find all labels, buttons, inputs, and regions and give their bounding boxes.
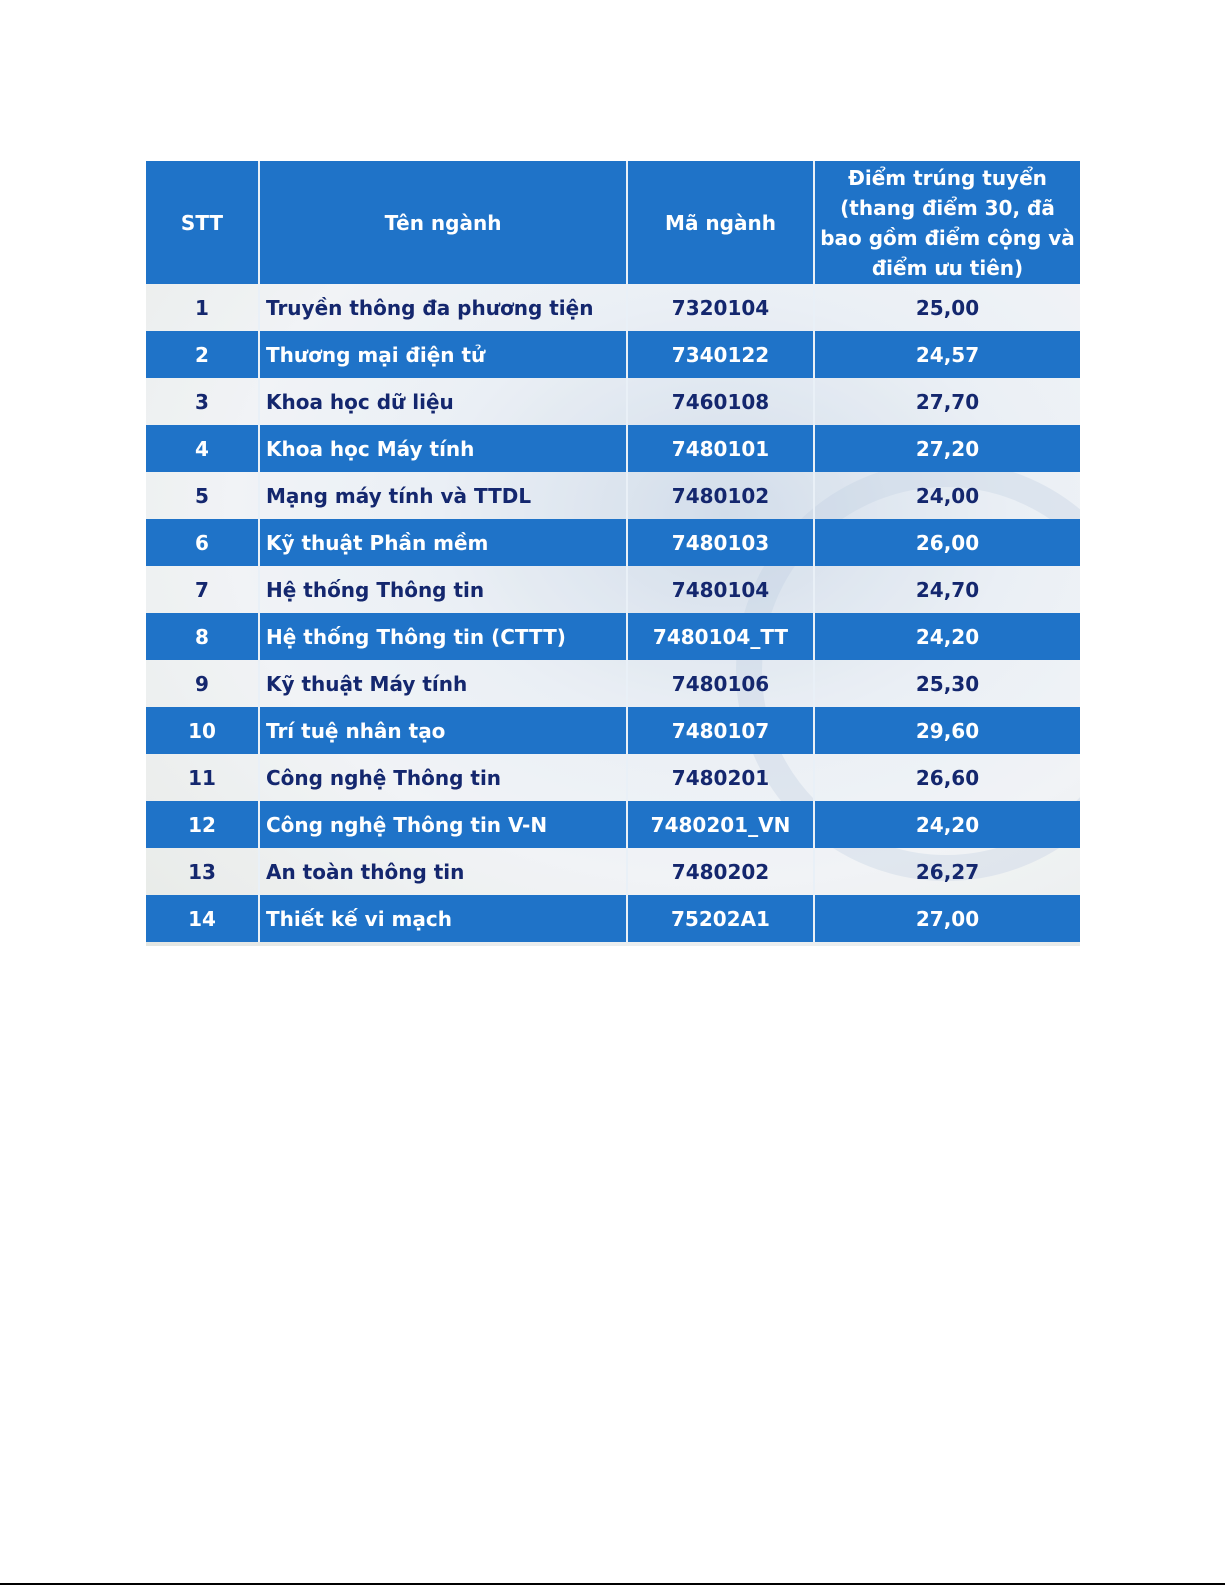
table-row	[146, 566, 1080, 613]
row-major-code: 7480104_TT	[627, 613, 814, 660]
row-stt: 7	[146, 566, 259, 613]
row-major-name: Truyền thông đa phương tiện	[259, 284, 627, 331]
row-major-code: 7460108	[627, 378, 814, 425]
table-header-row	[146, 161, 1080, 284]
row-stt: 14	[146, 895, 259, 942]
row-admission-score: 27,70	[814, 378, 1080, 425]
table-row	[146, 425, 1080, 472]
header-admission-score: Điểm trúng tuyển (thang điểm 30, đã bao gồm điểm cộng và điểm ưu tiên)	[814, 161, 1080, 284]
row-major-name: Hệ thống Thông tin (CTTT)	[259, 613, 627, 660]
row-stt: 9	[146, 660, 259, 707]
row-major-name: Hệ thống Thông tin	[259, 566, 627, 613]
row-major-code: 7480201	[627, 754, 814, 801]
row-stt: 6	[146, 519, 259, 566]
row-major-name: Kỹ thuật Máy tính	[259, 660, 627, 707]
row-stt: 5	[146, 472, 259, 519]
row-major-name: Khoa học Máy tính	[259, 425, 627, 472]
table-row	[146, 754, 1080, 801]
table-row	[146, 472, 1080, 519]
row-stt: 4	[146, 425, 259, 472]
row-major-name: Thiết kế vi mạch	[259, 895, 627, 942]
row-major-code: 7340122	[627, 331, 814, 378]
row-major-name: Trí tuệ nhân tạo	[259, 707, 627, 754]
admission-score-table-container	[146, 161, 1080, 946]
table-row	[146, 660, 1080, 707]
row-stt: 1	[146, 284, 259, 331]
table-body	[146, 284, 1080, 942]
header-major-name: Tên ngành	[259, 161, 627, 284]
row-major-name: Khoa học dữ liệu	[259, 378, 627, 425]
row-major-code: 7480106	[627, 660, 814, 707]
table-row	[146, 519, 1080, 566]
row-admission-score: 24,20	[814, 613, 1080, 660]
row-stt: 13	[146, 848, 259, 895]
row-admission-score: 24,57	[814, 331, 1080, 378]
row-admission-score: 24,70	[814, 566, 1080, 613]
row-admission-score: 26,00	[814, 519, 1080, 566]
table-row	[146, 613, 1080, 660]
row-stt: 2	[146, 331, 259, 378]
table-row	[146, 895, 1080, 942]
row-major-code: 7480107	[627, 707, 814, 754]
row-admission-score: 27,20	[814, 425, 1080, 472]
row-major-code: 7480202	[627, 848, 814, 895]
row-major-name: Thương mại điện tử	[259, 331, 627, 378]
row-stt: 11	[146, 754, 259, 801]
row-major-name: Công nghệ Thông tin	[259, 754, 627, 801]
row-admission-score: 27,00	[814, 895, 1080, 942]
row-major-code: 7480102	[627, 472, 814, 519]
row-major-code: 7480104	[627, 566, 814, 613]
row-major-code: 75202A1	[627, 895, 814, 942]
header-major-code: Mã ngành	[627, 161, 814, 284]
row-major-name: Kỹ thuật Phần mềm	[259, 519, 627, 566]
row-admission-score: 25,30	[814, 660, 1080, 707]
table-row	[146, 707, 1080, 754]
row-stt: 10	[146, 707, 259, 754]
table-row	[146, 848, 1080, 895]
row-major-name: An toàn thông tin	[259, 848, 627, 895]
row-stt: 12	[146, 801, 259, 848]
row-major-code: 7480201_VN	[627, 801, 814, 848]
table-row	[146, 378, 1080, 425]
table-row	[146, 331, 1080, 378]
table-row	[146, 284, 1080, 331]
row-major-name: Mạng máy tính và TTDL	[259, 472, 627, 519]
row-major-code: 7320104	[627, 284, 814, 331]
row-admission-score: 26,27	[814, 848, 1080, 895]
row-major-code: 7480101	[627, 425, 814, 472]
row-admission-score: 24,20	[814, 801, 1080, 848]
header-stt: STT	[146, 161, 259, 284]
table-row	[146, 801, 1080, 848]
row-admission-score: 26,60	[814, 754, 1080, 801]
row-stt: 8	[146, 613, 259, 660]
row-stt: 3	[146, 378, 259, 425]
row-admission-score: 25,00	[814, 284, 1080, 331]
row-major-code: 7480103	[627, 519, 814, 566]
admission-score-table	[146, 161, 1080, 942]
row-major-name: Công nghệ Thông tin V-N	[259, 801, 627, 848]
row-admission-score: 24,00	[814, 472, 1080, 519]
row-admission-score: 29,60	[814, 707, 1080, 754]
